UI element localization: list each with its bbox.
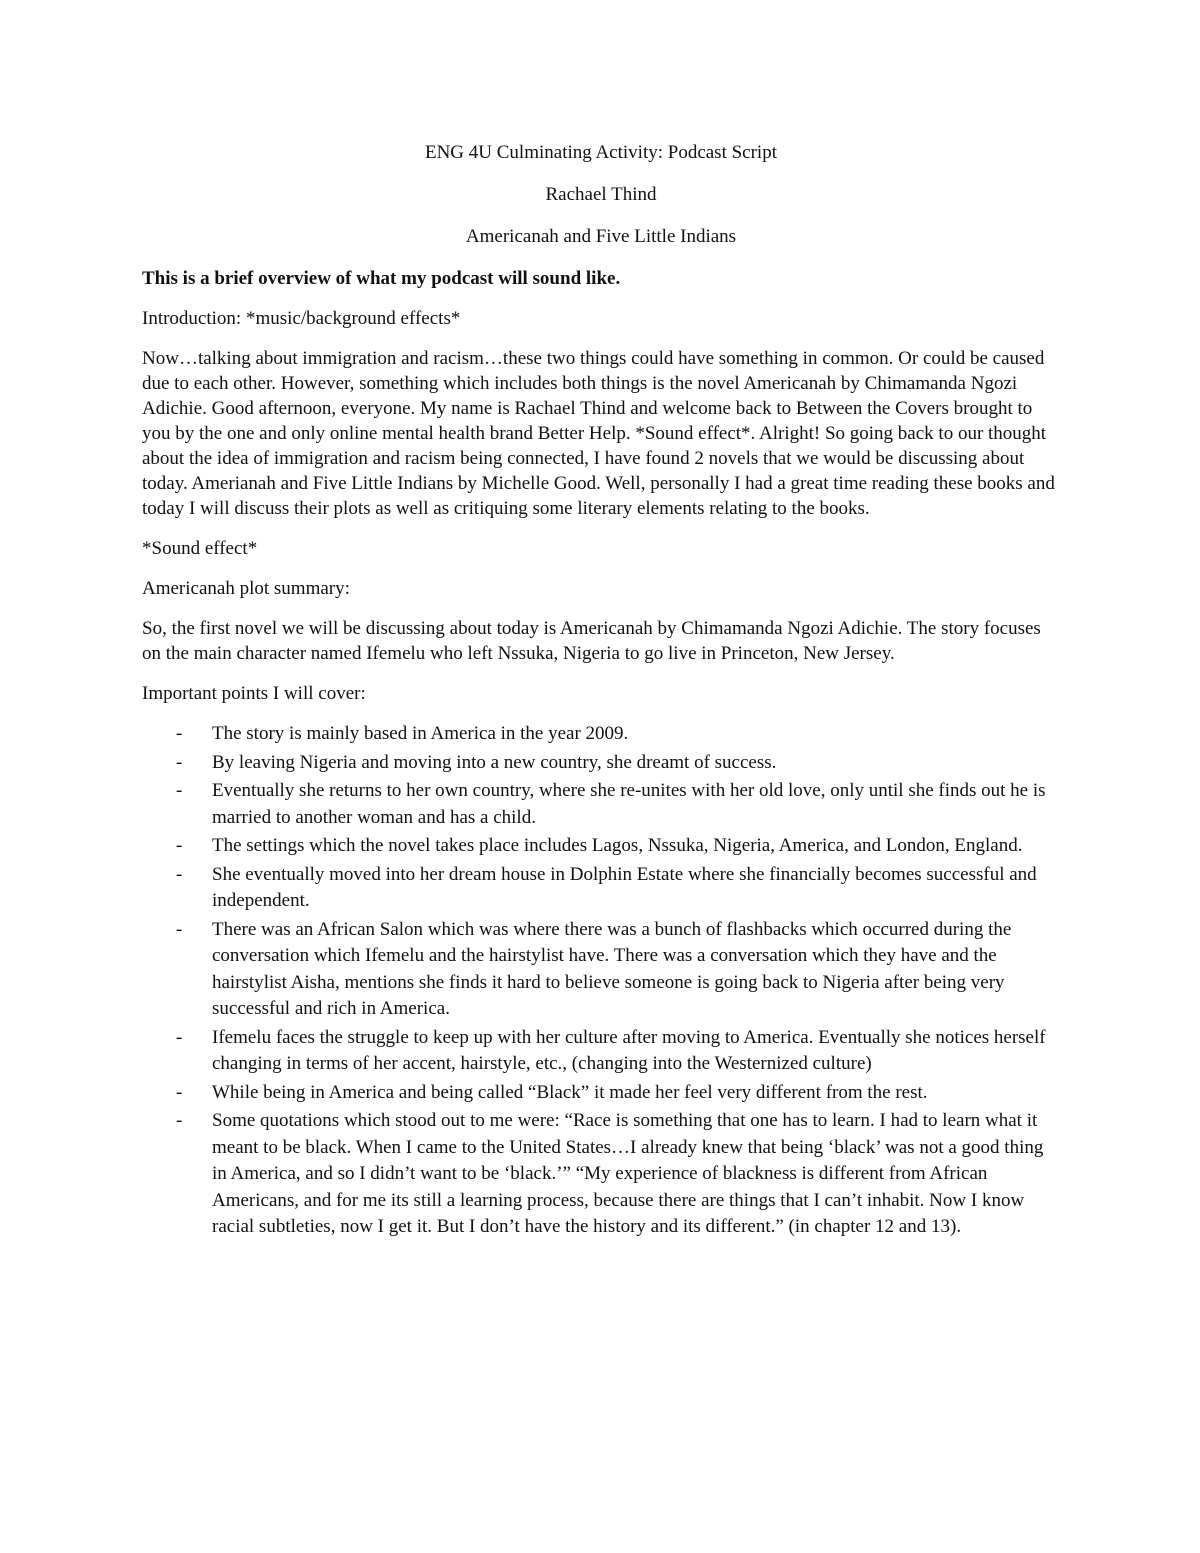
list-bullet: - <box>176 1081 183 1103</box>
list-item-text: The story is mainly based in America in the year 2009. <box>212 723 629 744</box>
important-points-heading: Important points I will cover: <box>142 683 366 704</box>
important-points-list <box>142 721 1060 1241</box>
list-bullet: - <box>176 1026 183 1048</box>
sound-effect-line: *Sound effect* <box>142 538 258 559</box>
list-item <box>142 1025 1060 1078</box>
books-subtitle: Americanah and Five Little Indians <box>465 226 737 247</box>
overview-statement: This is a brief overview of what my podcast will sound like. <box>142 268 621 289</box>
list-item-text: By leaving Nigeria and moving into a new country, she dreamt of success. <box>212 751 777 773</box>
list-item <box>142 862 1060 915</box>
list-item-text: There was an African Salon which was where there was a bunch of flashbacks which occurred during the conversation which Ifemelu and the hairstylist have. There was a conversation which they have and the hairstylist Aisha, mentions she finds it hard to believe someone is going back to Nigeria after being very successful and rich in America. <box>212 918 1012 1019</box>
list-item <box>142 1108 1060 1241</box>
document-title: ENG 4U Culminating Activity: Podcast Script <box>424 142 777 163</box>
introduction-line: Introduction: *music/background effects* <box>142 308 461 329</box>
intro-paragraph: Now…talking about immigration and racism…these two things could have something in common. Or could be caused due to each other. However, something which includes both things is the novel Americanah by Chimamanda Ngozi Adichie. Good afternoon, everyone. My name is Rachael Thind and welcome back to Between the Covers brought to you by the one and only online mental health brand Better Help. *Sound effect*. Alright! So going back to our thought about the idea of immigration and racism being connected, I have found 2 novels that we would be discussing about today. Amerianah and Five Little Indians by Michelle Good. Well, personally I had a great time reading these books and today I will discuss their plots as well as critiquing some literary elements relating to the books. <box>142 348 1055 519</box>
list-item-text: Ifemelu faces the struggle to keep up with her culture after moving to America. Eventually she notices herself changing in terms of her accent, hairstyle, etc., (changing into the Westernized culture) <box>212 1026 1046 1074</box>
list-item <box>142 721 1060 748</box>
list-item-text: Eventually she returns to her own country, where she re-unites with her old love, only until she finds out he is married to another woman and has a child. <box>212 780 1046 828</box>
list-bullet: - <box>176 780 183 801</box>
list-item <box>142 833 1060 860</box>
plot-summary-heading: Americanah plot summary: <box>142 578 350 599</box>
document-page <box>142 140 1060 1243</box>
list-bullet: - <box>176 1110 183 1131</box>
list-item-text: Some quotations which stood out to me were: “Race is something that one has to learn. I had to learn what it meant to be black. When I came to the United States…I already knew that being ‘black’ was not a good thing in America, and so I didn’t want to be ‘black.’” “My experience of blackness is different from African Americans, and for me its still a learning process, because there are things that I can’t inhabit. Now I know racial subtleties, now I get it. But I don’t have the history and its different.” (in chapter 12 and 13). <box>212 1110 1044 1237</box>
author-name: Rachael Thind <box>545 184 657 205</box>
list-bullet: - <box>176 835 183 856</box>
list-bullet: - <box>176 863 183 885</box>
list-item <box>142 917 1060 1023</box>
plot-summary-paragraph: So, the first novel we will be discussing about today is Americanah by Chimamanda Ngozi Adichie. The story focuses on the main character named Ifemelu who left Nssuka, Nigeria to go live in Princeton, New Jersey. <box>142 618 1041 664</box>
list-bullet: - <box>176 751 183 773</box>
list-item <box>142 778 1060 831</box>
list-item-text: While being in America and being called “Black” it made her feel very different from the rest. <box>212 1081 928 1103</box>
list-bullet: - <box>176 723 183 744</box>
list-item-text: The settings which the novel takes place includes Lagos, Nssuka, Nigeria, America, and London, England. <box>212 835 1023 856</box>
list-item <box>142 1080 1060 1107</box>
list-item <box>142 750 1060 777</box>
list-item-text: She eventually moved into her dream house in Dolphin Estate where she financially becomes successful and independent. <box>212 863 1037 911</box>
list-bullet: - <box>176 918 183 940</box>
